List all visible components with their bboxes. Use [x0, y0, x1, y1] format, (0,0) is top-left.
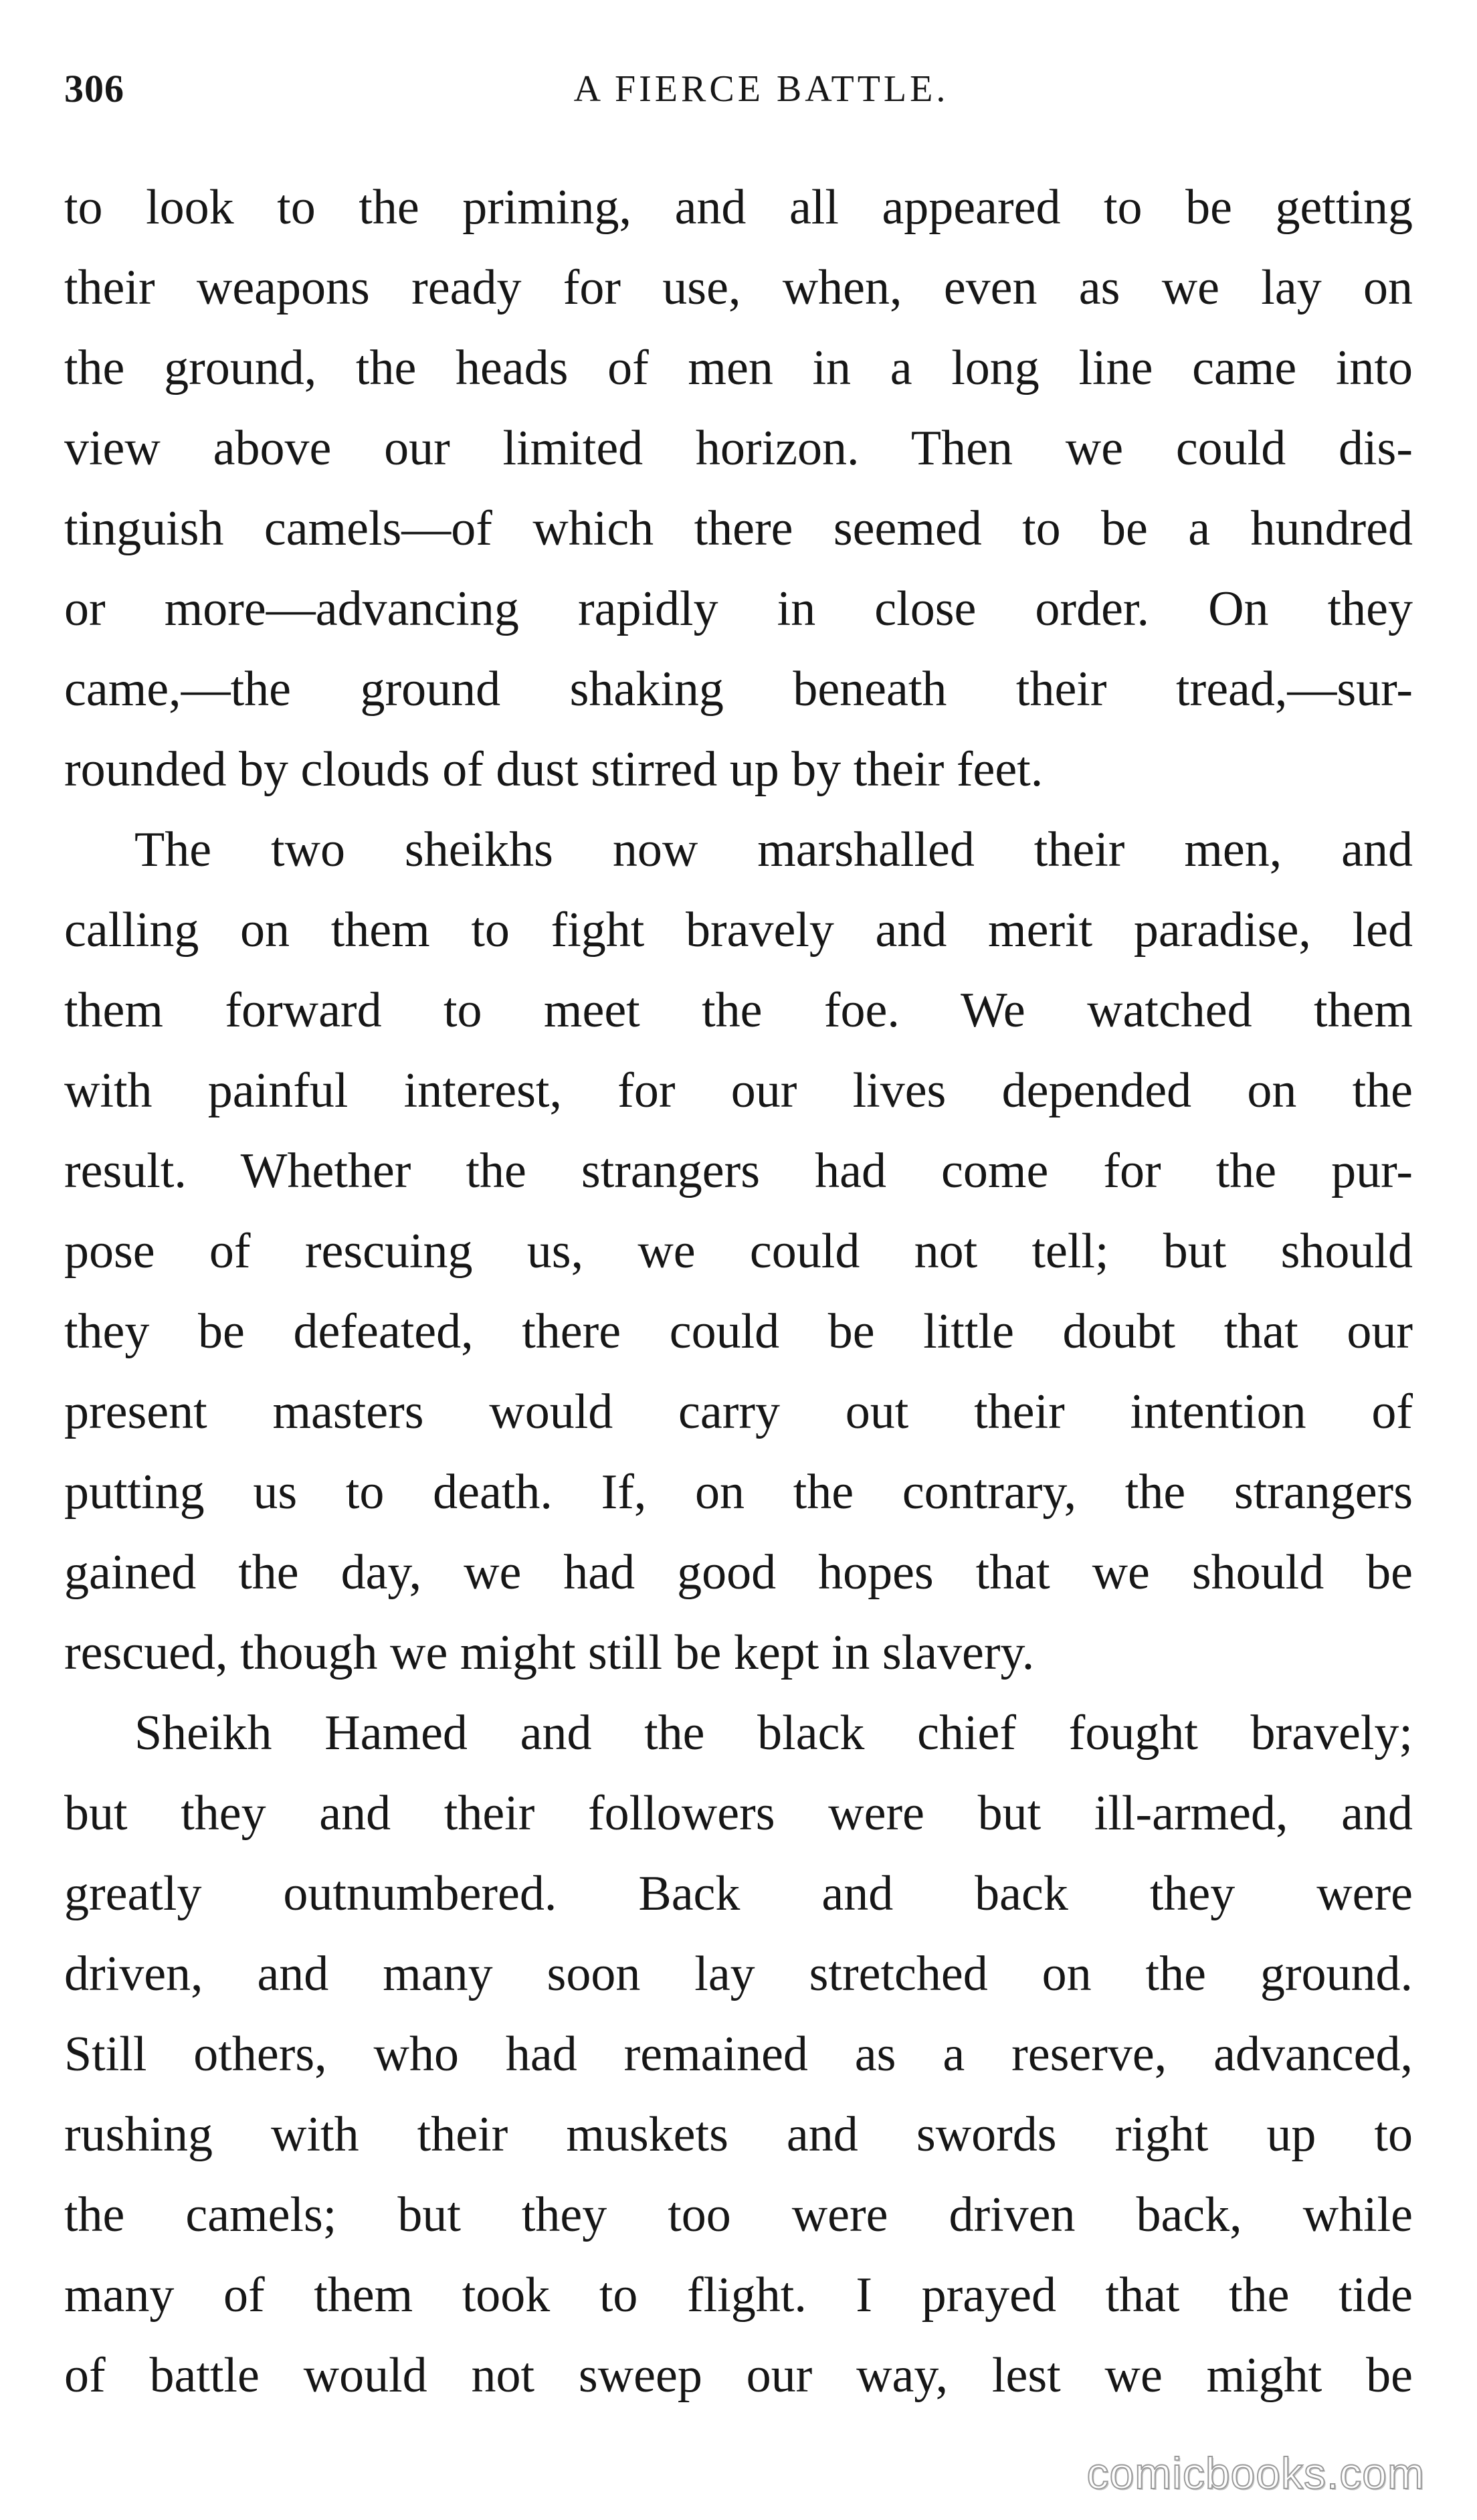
text-line: the ground, the heads of men in a long line came into	[64, 341, 1413, 395]
text-line: The two sheikhs now marshalled their men, and	[134, 822, 1413, 877]
text-line: Sheikh Hamed and the black chief fought bravely;	[134, 1706, 1413, 1761]
text-line: result. Whether the strangers had come for the pur-	[64, 1144, 1413, 1198]
text-line: rushing with their muskets and swords right up to	[64, 2107, 1413, 2162]
text-line: of battle would not sweep our way, lest we might be	[64, 2348, 1413, 2403]
text-line: putting us to death. If, on the contrary, the strangers	[64, 1465, 1413, 1520]
text-line: but they and their followers were but ill-armed, and	[64, 1786, 1413, 1841]
text-line: rescued, though we might still be kept in slavery.	[64, 1625, 1035, 1680]
text-line: greatly outnumbered. Back and back they were	[64, 1866, 1413, 1921]
text-line: them forward to meet the foe. We watched them	[64, 983, 1413, 1038]
paragraph	[64, 810, 1413, 1693]
paragraph	[64, 167, 1413, 810]
text-line: present masters would carry out their intention of	[64, 1384, 1413, 1439]
text-line: view above our limited horizon. Then we could dis-	[64, 421, 1413, 476]
text-line: driven, and many soon lay stretched on the ground.	[64, 1947, 1413, 2001]
text-line: calling on them to fight bravely and merit paradise, led	[64, 903, 1413, 958]
text-line: they be defeated, there could be little doubt that our	[64, 1304, 1413, 1359]
text-line: to look to the priming, and all appeared to be getting	[64, 180, 1413, 235]
text-line: with painful interest, for our lives depended on the	[64, 1063, 1413, 1118]
text-line: rounded by clouds of dust stirred up by their feet.	[64, 742, 1044, 797]
text-line: came,—the ground shaking beneath their tread,—sur-	[64, 662, 1413, 717]
text-line: their weapons ready for use, when, even as we lay on	[64, 260, 1413, 315]
page-number: 306	[64, 67, 124, 110]
page-header	[64, 59, 1418, 119]
text-line: gained the day, we had good hopes that we should be	[64, 1545, 1413, 1600]
body-text	[64, 167, 1413, 2416]
paragraph	[64, 1693, 1413, 2416]
watermark: comicbooks.com	[1086, 2448, 1425, 2498]
text-line: many of them took to flight. I prayed that the tide	[64, 2268, 1413, 2323]
text-line: tinguish camels—of which there seemed to be a hundred	[64, 501, 1413, 556]
text-line: Still others, who had remained as a reserve, advanced,	[64, 2027, 1413, 2082]
running-head: A FIERCE BATTLE.	[573, 68, 949, 110]
text-line: the camels; but they too were driven back, while	[64, 2187, 1413, 2242]
text-line: pose of rescuing us, we could not tell; but should	[64, 1224, 1413, 1279]
text-line: or more—advancing rapidly in close order. On they	[64, 581, 1413, 636]
